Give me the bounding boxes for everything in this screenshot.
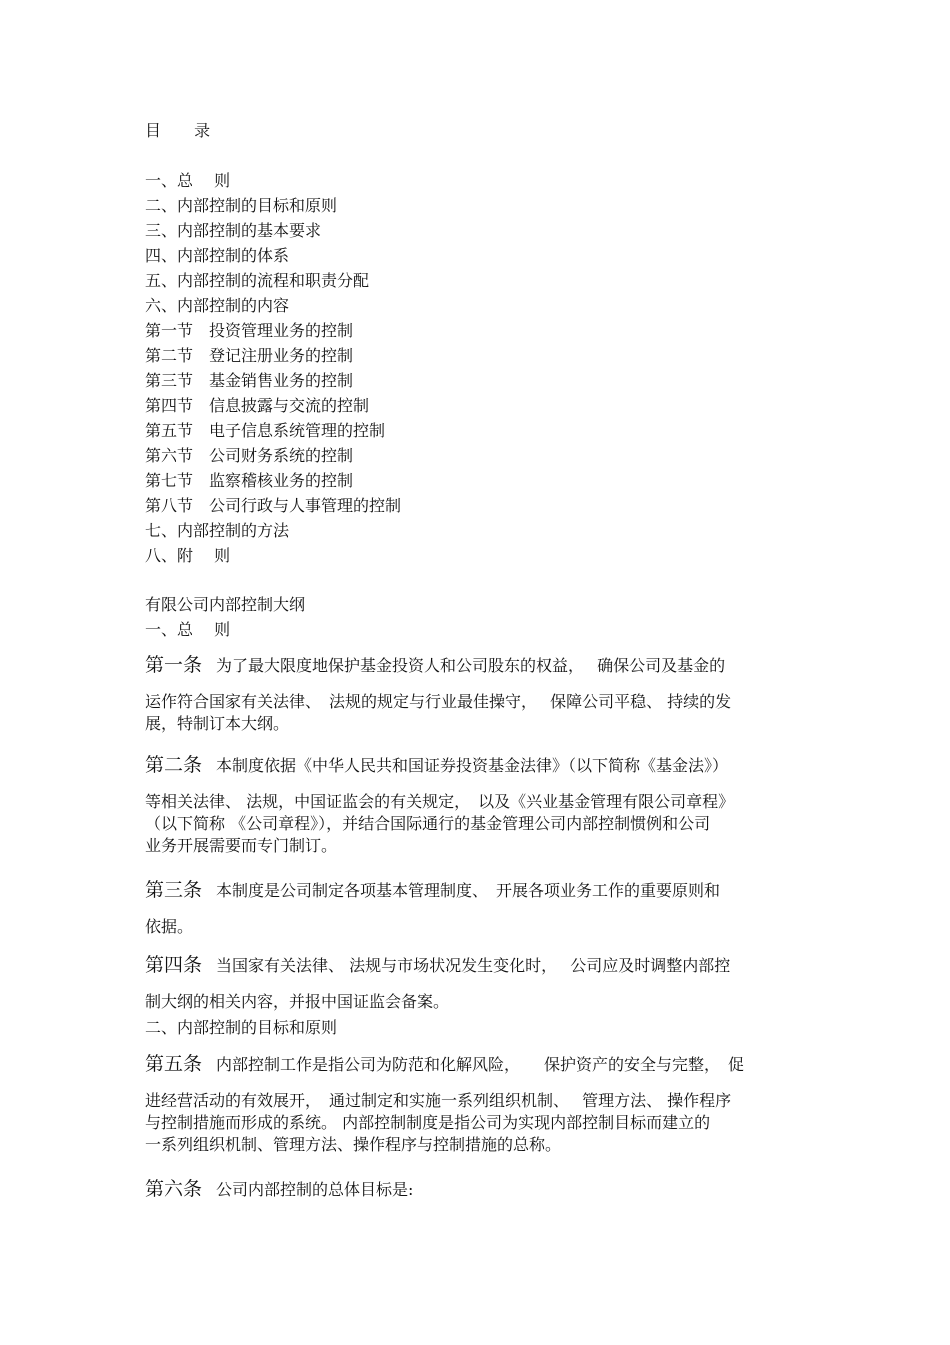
toc-item: 七、内部控制的方法 (145, 521, 290, 540)
article-line: 进经营活动的有效展开， 通过制定和实施一系列组织机制、 管理方法、 操作程序 (145, 1091, 732, 1110)
article-number: 第六条 (145, 1178, 203, 1200)
toc-item: 第三节 基金销售业务的控制 (145, 371, 354, 390)
toc-item: 三、内部控制的基本要求 (145, 221, 322, 240)
article-line: 业务开展需要而专门制订。 (145, 836, 338, 855)
article-2 (145, 754, 815, 857)
article-line: 运作符合国家有关法律、 法规的规定与行业最佳操守， 保障公司平稳、 持续的发 (145, 692, 732, 711)
article-text: 本制度依据《中华人民共和国证券投资基金法律》（以下简称《基金法》） (216, 756, 729, 775)
article-text: 内部控制工作是指公司为防范和化解风险， 保护资产的安全与完整， 促 (216, 1055, 745, 1074)
article-line: 与控制措施而形成的系统。 内部控制制度是指公司为实现内部控制目标而建立的 (145, 1113, 711, 1132)
toc-item: 一、总 则 (145, 171, 231, 190)
toc-item: 二、内部控制的目标和原则 (145, 196, 338, 215)
toc-item: 第四节 信息披露与交流的控制 (145, 396, 370, 415)
table-of-contents (145, 168, 401, 568)
article-line: 制大纲的相关内容，并报中国证监会备案。 (145, 992, 450, 1011)
article-1 (145, 654, 815, 735)
article-line: 展，特制订本大纲。 (145, 714, 290, 733)
toc-item: 六、内部控制的内容 (145, 296, 290, 315)
article-3 (145, 879, 815, 938)
article-number: 第一条 (145, 654, 203, 676)
toc-item: 第二节 登记注册业务的控制 (145, 346, 354, 365)
article-number: 第三条 (145, 879, 203, 901)
article-number: 第二条 (145, 754, 203, 776)
toc-item: 第一节 投资管理业务的控制 (145, 321, 354, 340)
toc-item: 五、内部控制的流程和职责分配 (145, 271, 370, 290)
document-title: 有限公司内部控制大纲 (145, 595, 306, 614)
article-6 (145, 1178, 815, 1201)
toc-item: 第八节 公司行政与人事管理的控制 (145, 496, 402, 515)
article-number: 第五条 (145, 1053, 203, 1075)
article-line: 依据。 (145, 917, 194, 936)
article-text: 当国家有关法律、 法规与市场状况发生变化时， 公司应及时调整内部控 (216, 956, 731, 975)
article-5 (145, 1053, 815, 1156)
toc-item: 八、附 则 (145, 546, 231, 565)
toc-title: 目 录 (145, 121, 225, 140)
article-text: 公司内部控制的总体目标是: (216, 1180, 414, 1199)
section-heading: 一、总 则 (145, 620, 231, 639)
toc-item: 第五节 电子信息系统管理的控制 (145, 421, 386, 440)
toc-item: 四、内部控制的体系 (145, 246, 290, 265)
article-text: 本制度是公司制定各项基本管理制度、 开展各项业务工作的重要原则和 (216, 881, 721, 900)
article-text: 为了最大限度地保护基金投资人和公司股东的权益， 确保公司及基金的 (216, 656, 726, 675)
toc-item: 第七节 监察稽核业务的控制 (145, 471, 354, 490)
article-line: 一系列组织机制、管理方法、操作程序与控制措施的总称。 (145, 1135, 562, 1154)
article-number: 第四条 (145, 954, 203, 976)
article-line: 等相关法律、 法规，中国证监会的有关规定， 以及《兴业基金管理有限公司章程》 (145, 792, 735, 811)
article-4 (145, 954, 815, 1013)
toc-item: 第六节 公司财务系统的控制 (145, 446, 354, 465)
section-heading: 二、内部控制的目标和原则 (145, 1018, 338, 1037)
article-line: （以下简称 《公司章程》），并结合国际通行的基金管理公司内部控制惯例和公司 (145, 814, 711, 833)
